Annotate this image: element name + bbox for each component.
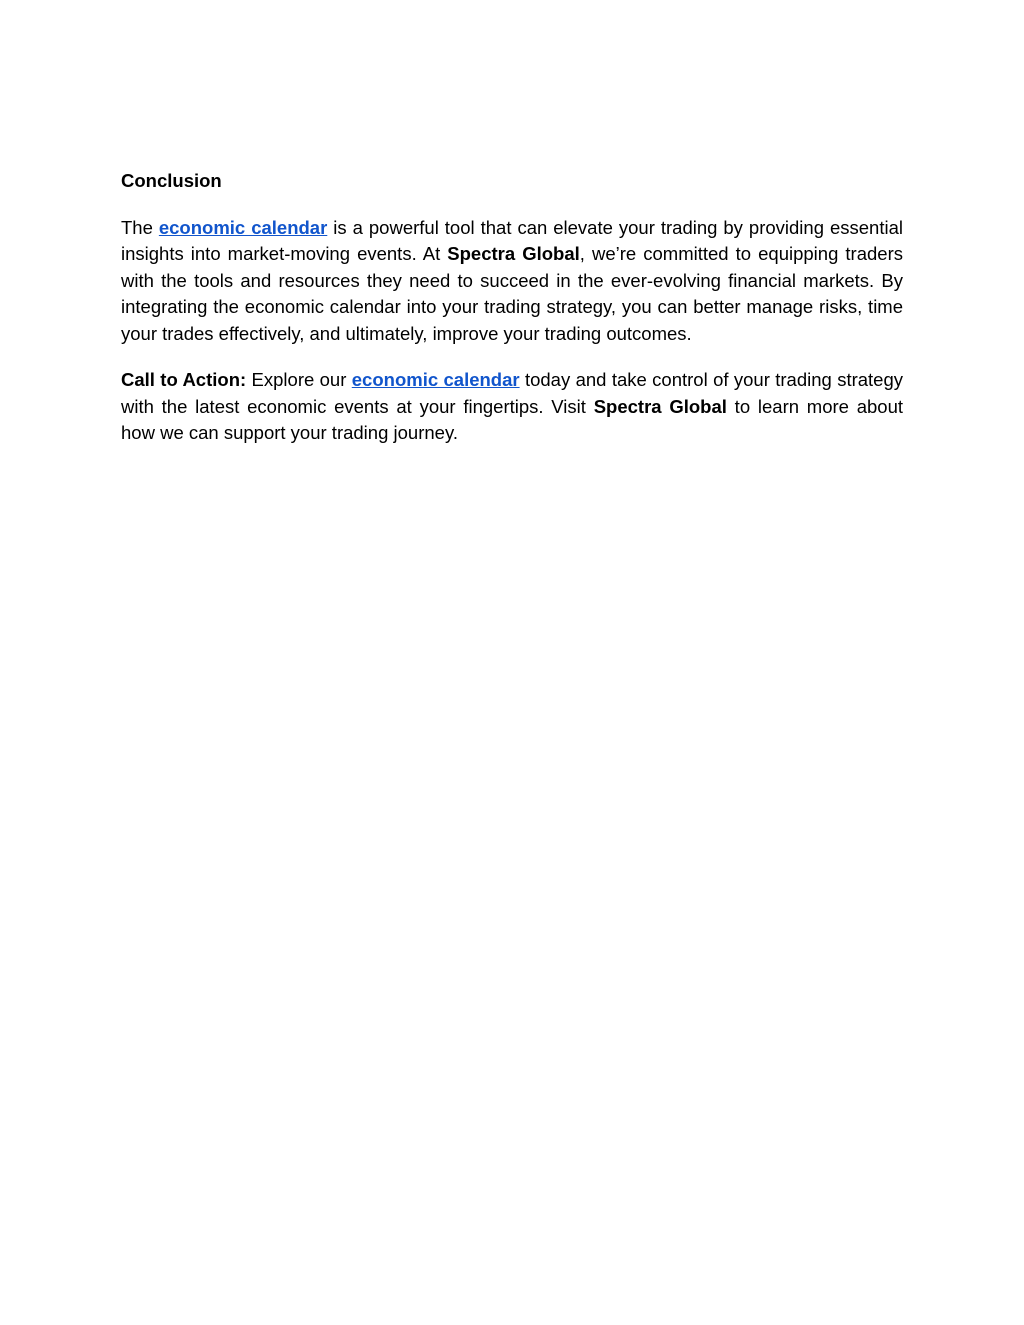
conclusion-paragraph bbox=[121, 215, 903, 348]
call-to-action-paragraph bbox=[121, 367, 903, 447]
paragraph-text: , we’re committed to equipping traders with the tools and resources they need to succeed in the ever-evolving financial markets. By integrating the economic calendar into your trading strategy, you can better manage risks, time your trades effectively, and ultimately, improve your trading outcomes. bbox=[121, 243, 903, 344]
paragraph-text: The bbox=[121, 216, 159, 238]
paragraph-text: to learn more about how we can support your trading journey. bbox=[121, 395, 903, 443]
section-heading: Conclusion bbox=[121, 170, 222, 191]
call-to-action-label: Call to Action: bbox=[121, 369, 247, 390]
economic-calendar-link[interactable]: economic calendar bbox=[158, 216, 328, 238]
paragraph-text: is a powerful tool that can elevate your trading by providing essential insights into market-moving events. At bbox=[121, 216, 903, 264]
brand-name: Spectra Global bbox=[593, 395, 727, 417]
document-page bbox=[121, 168, 903, 467]
brand-name: Spectra Global bbox=[447, 243, 580, 264]
economic-calendar-link-cta[interactable]: economic calendar bbox=[351, 369, 520, 390]
paragraph-text: today and take control of your trading strategy with the latest economic events at your fingertips. Visit bbox=[121, 369, 903, 417]
paragraph-text: Explore our bbox=[246, 369, 352, 390]
